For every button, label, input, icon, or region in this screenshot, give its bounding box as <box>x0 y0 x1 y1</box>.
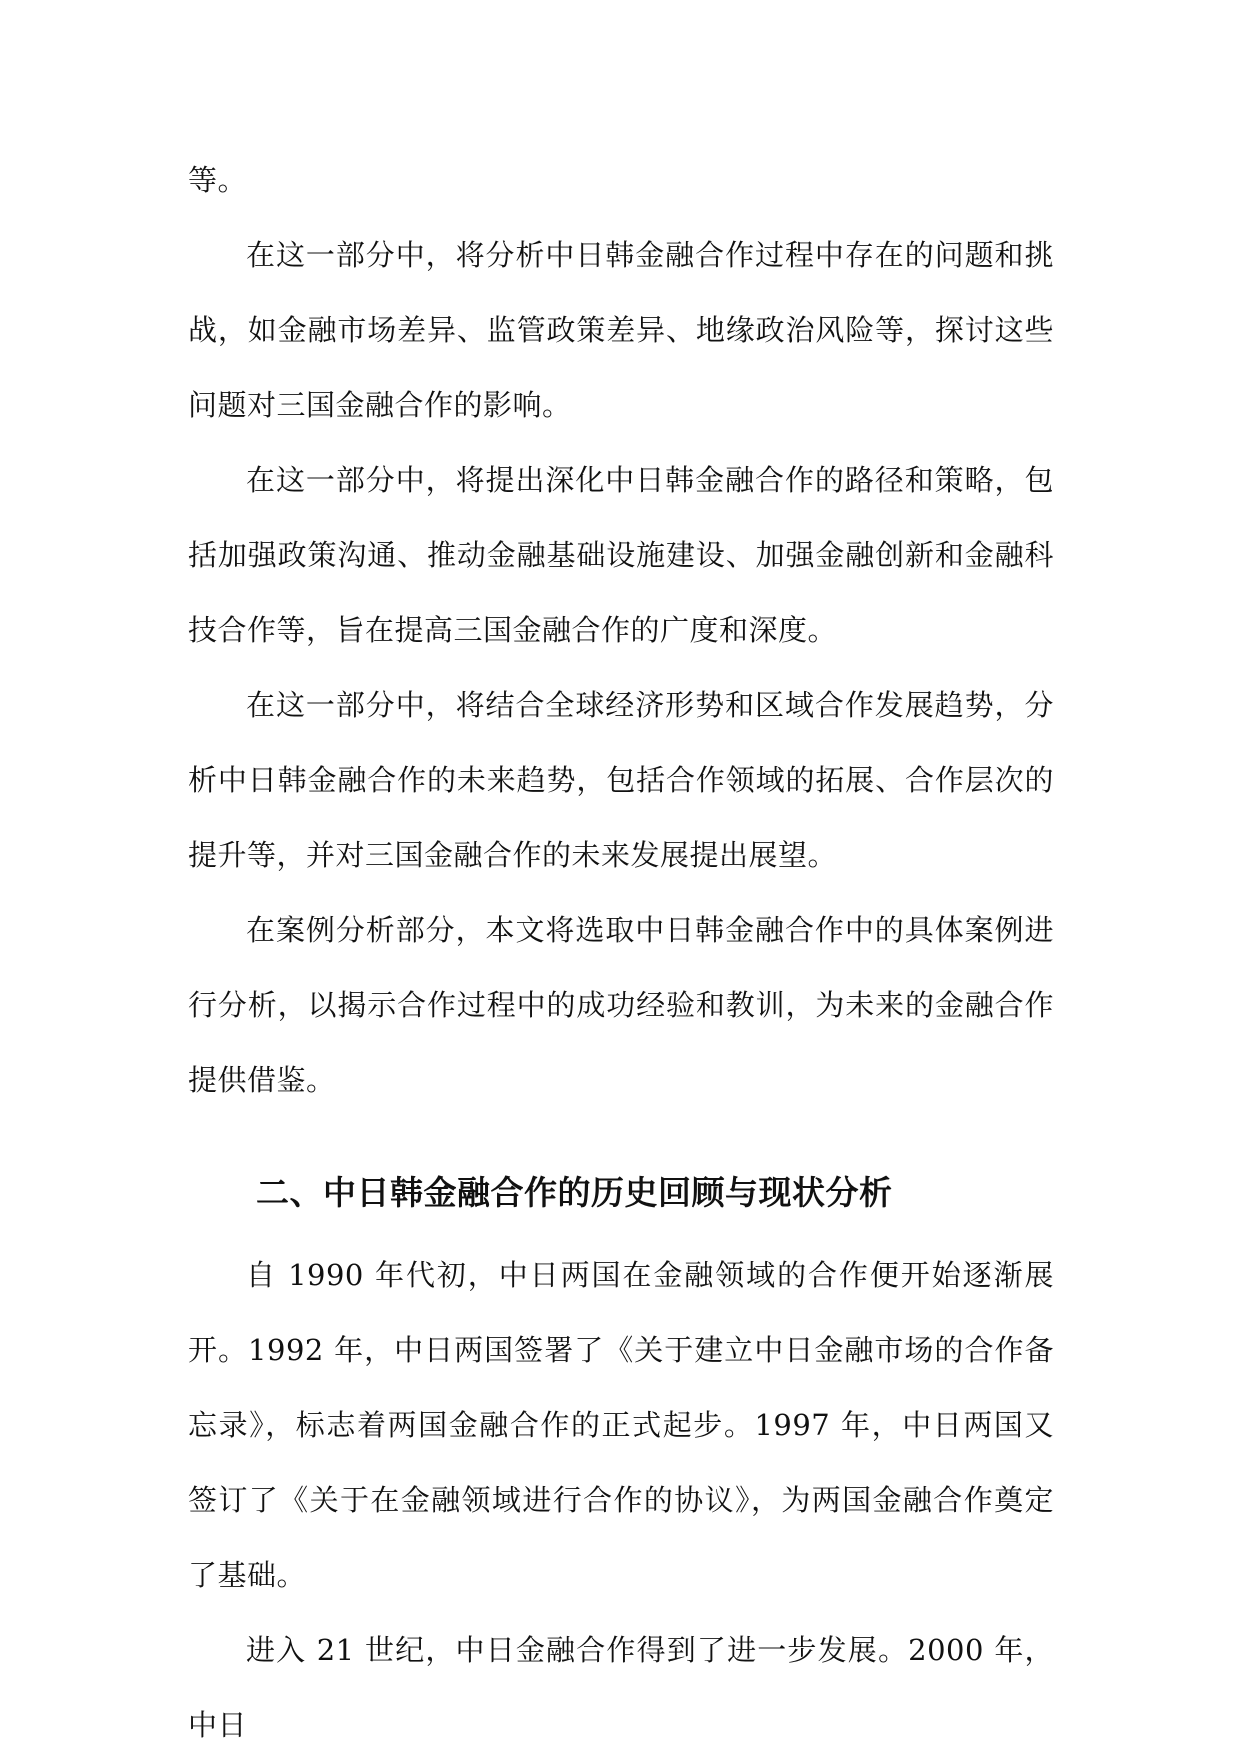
paragraph-21st-century: 进入 21 世纪，中日金融合作得到了进一步发展。2000 年，中日 <box>188 1633 1054 1742</box>
paragraph-strategies: 在这一部分中，将提出深化中日韩金融合作的路径和策略，包括加强政策沟通、推动金融基础设施建设、加强金融创新和金融科技合作等，旨在提高三国金融合作的广度和深度。 <box>188 463 1054 647</box>
paragraph-future-trends: 在这一部分中，将结合全球经济形势和区域合作发展趋势，分析中日韩金融合作的未来趋势，包括合作领域的拓展、合作层次的提升等，并对三国金融合作的未来发展提出展望。 <box>188 688 1054 872</box>
paragraph-case-analysis: 在案例分析部分，本文将选取中日韩金融合作中的具体案例进行分析，以揭示合作过程中的成功经验和教训，为未来的金融合作提供借鉴。 <box>188 913 1054 1097</box>
paragraph-history-1990s: 自 1990 年代初，中日两国在金融领域的合作便开始逐渐展开。1992 年，中日两国签署了《关于建立中日金融市场的合作备忘录》，标志着两国金融合作的正式起步。1997 年，中日两国又签订了《关于在金融领域进行合作的协议》，为两国金融合作奠定了基础。 <box>188 1258 1054 1592</box>
document-page <box>188 143 1054 1763</box>
paragraph-challenges: 在这一部分中，将分析中日韩金融合作过程中存在的问题和挑战，如金融市场差异、监管政策差异、地缘政治风险等，探讨这些问题对三国金融合作的影响。 <box>188 238 1054 422</box>
paragraph-continuation: 等。 <box>188 163 248 197</box>
section-heading: 二、中日韩金融合作的历史回顾与现状分析 <box>256 1173 893 1212</box>
